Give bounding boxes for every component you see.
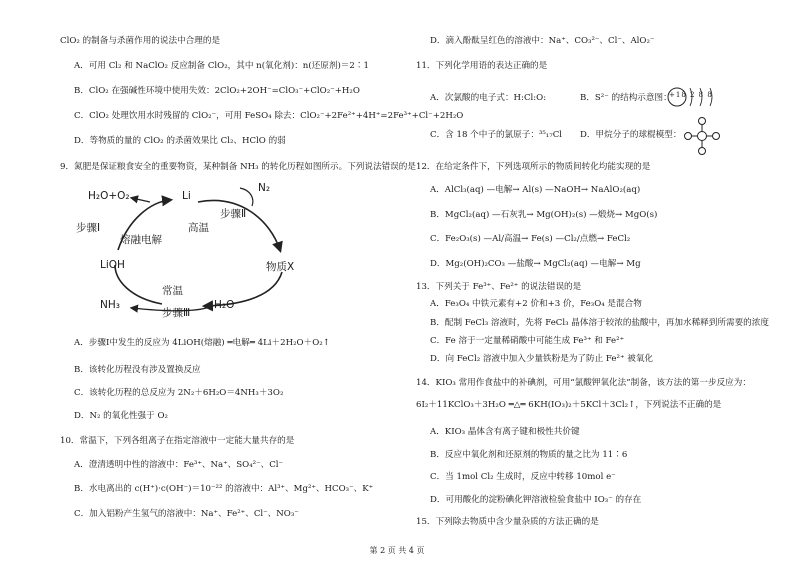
- nh3-cycle-diagram: [70, 180, 350, 325]
- label-nh3: NH₃: [100, 299, 120, 311]
- s2-structure-diagram: [666, 84, 728, 110]
- page-footer: 第 2 页 共 4 页: [369, 546, 425, 555]
- label-h2o-o2: H₂O+O₂: [88, 190, 130, 202]
- q12-option-b: B．MgCl₂(aq) —石灰乳→ Mg(OH)₂(s) —煅烧→ MgO(s): [430, 210, 658, 220]
- q11-option-b: B．S²⁻ 的结构示意图：: [580, 93, 672, 103]
- q14-option-d: D．可用酸化的淀粉碘化钾溶液检验食盐中 IO₃⁻ 的存在: [430, 495, 642, 505]
- q13-option-b: B．配制 FeCl₃ 溶液时，先将 FeCl₃ 晶体溶于较浓的盐酸中，再加水稀释到所需要的浓度: [430, 318, 769, 328]
- question-14-stem: 14．KIO₃ 常用作食盐中的补碘剂，可用“氯酸钾氧化法”制备，该方法的第一步反应为：: [416, 378, 751, 388]
- label-molten-electrolysis: 熔融电解: [120, 234, 162, 246]
- q13-option-c: C．Fe 溶于一定量稀硝酸中可能生成 Fe³⁺ 和 Fe²⁺: [430, 336, 625, 346]
- q9-option-c: C．该转化历程的总反应为 2N₂＋6H₂O＝4NH₃＋3O₂: [74, 388, 284, 398]
- question-10-stem: 10．常温下，下列各组离子在指定溶液中一定能大量共存的是: [60, 436, 295, 446]
- q10-option-d: D．滴入酚酞呈红色的溶液中：Na⁺、CO₃²⁻、Cl⁻、AlO₂⁻: [430, 36, 655, 46]
- label-substance-x: 物质X: [266, 261, 295, 273]
- label-li: Li: [182, 190, 191, 202]
- option-c: C．ClO₂ 处理饮用水时残留的 ClO₂⁻，可用 FeSO₄ 除去：ClO₂⁻+2Fe²⁺+4H⁺=2Fe³⁺+Cl⁻+2H₂O: [74, 111, 464, 121]
- question-9-stem: 9．氮肥是保证粮食安全的重要物资，某种制备 NH₃ 的转化历程如图所示。下列说法错误的是: [60, 162, 416, 172]
- q12-option-a: A．AlCl₃(aq) —电解→ Al(s) —NaOH→ NaAlO₂(aq): [430, 185, 641, 195]
- question-12-stem: 12．在给定条件下，下列选项所示的物质间转化均能实现的是: [416, 162, 651, 172]
- label-h2o: H₂O: [214, 299, 235, 311]
- option-d: D．等物质的量的 ClO₂ 的杀菌效果比 Cl₂、HClO 的弱: [74, 136, 286, 146]
- q13-option-a: A．Fe₃O₄ 中铁元素有+2 价和+3 价，Fe₃O₄ 是混合物: [430, 299, 642, 309]
- label-step1: 步骤Ⅰ: [76, 222, 101, 234]
- q9-option-a: A．步骤Ⅰ中发生的反应为 4LiOH(熔融) ═电解═ 4Li＋2H₂O＋O₂↑: [74, 338, 330, 348]
- q10-option-a: A．澄清透明中性的溶液中：Fe³⁺、Na⁺、SO₄²⁻、Cl⁻: [74, 460, 284, 470]
- q14-option-b: B．反应中氧化剂和还原剂的物质的量之比为 11∶6: [430, 450, 628, 460]
- question-11-stem: 11．下列化学用语的表达正确的是: [416, 61, 548, 71]
- label-lioh: LiOH: [100, 259, 125, 271]
- q9-option-d: D．N₂ 的氧化性强于 O₂: [74, 411, 168, 421]
- q12-option-d: D．Mg₂(OH)₂CO₃ —盐酸→ MgCl₂(aq) —电解→ Mg: [430, 259, 641, 269]
- option-b: B．ClO₂ 在强碱性环境中使用失效：2ClO₂+2OH⁻=ClO₃⁻+ClO₂⁻+H₂O: [74, 86, 360, 96]
- q10-option-c: C．加入铝粉产生氢气的溶液中：Na⁺、Fe²⁺、Cl⁻、NO₃⁻: [74, 509, 299, 519]
- q11-option-d: D．甲烷分子的球棍模型：: [580, 130, 682, 140]
- q9-option-b: B．该转化历程没有涉及置换反应: [74, 365, 201, 375]
- question-15-stem: 15．下列除去物质中含少量杂质的方法正确的是: [416, 517, 599, 527]
- option-a: A．可用 Cl₂ 和 NaClO₂ 反应制备 ClO₂，其中 n(氧化剂)：n(还原剂)＝2∶1: [74, 61, 369, 71]
- clo2-question-stem: ClO₂ 的制备与杀菌作用的说法中合理的是: [60, 36, 221, 46]
- label-step2: 步骤Ⅱ: [220, 208, 247, 220]
- q14-equation: 6I₂＋11KClO₃＋3H₂O ═△═ 6KH(IO₃)₂＋5KCl＋3Cl₂↑，下列说法不正确的是: [416, 400, 722, 410]
- question-13-stem: 13．下列关于 Fe³⁺、Fe²⁺ 的说法错误的是: [416, 282, 582, 292]
- q11-option-c: C．含 18 个中子的氯原子：³⁵₁₇Cl: [430, 130, 563, 140]
- q14-option-c: C．当 1mol Cl₂ 生成时，反应中转移 10mol e⁻: [430, 472, 616, 482]
- s2-structure-numbers: +18 2 8 8: [669, 91, 713, 99]
- q13-option-d: D．向 FeCl₂ 溶液中加入少量铁粉是为了防止 Fe²⁺ 被氧化: [430, 354, 654, 364]
- q11-option-a: A．次氯酸的电子式：H:Cl:O:: [430, 93, 547, 103]
- methane-ball-stick-icon: [682, 116, 722, 156]
- label-n2: N₂: [258, 182, 271, 194]
- label-room-temp: 常温: [162, 285, 183, 297]
- q14-option-a: A．KIO₃ 晶体含有离子键和极性共价键: [430, 427, 580, 437]
- label-step3: 步骤Ⅲ: [162, 307, 191, 319]
- q12-option-c: C．Fe₂O₃(s) —Al/高温→ Fe(s) —Cl₂/点燃→ FeCl₂: [430, 234, 631, 244]
- label-high-temp: 高温: [188, 222, 209, 234]
- q10-option-b: B．水电离出的 c(H⁺)·c(OH⁻)＝10⁻²² 的溶液中：Al³⁺、Mg²⁺、HCO₃⁻、K⁺: [74, 484, 374, 494]
